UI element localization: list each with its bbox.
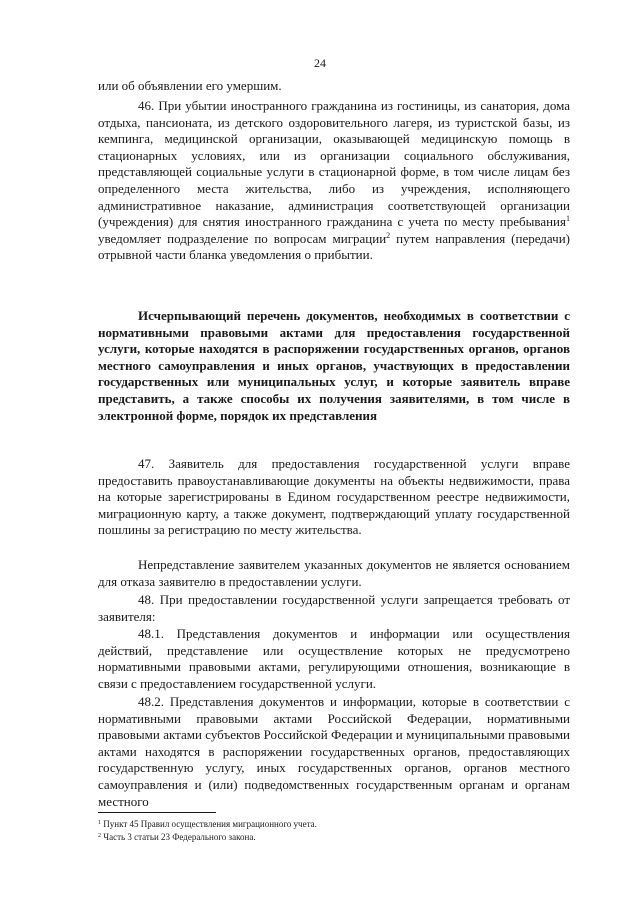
paragraph-46-text: 46. При убытии иностранного гражданина из гостиницы, из санатория, дома отдыха, пансионата, из детского оздоровительного лагеря, из туристской базы, из кемпинга, медицинской организации, оказывающей медицинскую помощь в стационарных условиях, или из организации социального обслуживания, представляющей социальные услуги в стационарной форме, в том числе лицам без определенного места жительства, либо из учреждения, исполняющего административное наказание, администрация соответствующей организации (учреждения) для снятия иностранного гражданина с учета по месту пребывания — [98, 98, 570, 230]
footnote-ref-2: 2 — [386, 230, 391, 240]
paragraph-48-1: 48.1. Представления документов и информации или осуществления действий, представление или осуществление которых не предусмотрено нормативными правовыми актами, регулирующими отношения, возникающие в связи с предоставлением государственной услуги. — [98, 626, 570, 691]
section-heading: Исчерпывающий перечень документов, необходимых в соответствии с нормативными правовыми актами для предоставления государственной услуги, которые находятся в распоряжении государственных органов, органов местного самоуправления и иных органов, участвующих в предоставлении государственных или муниципальных услуг, и которые заявитель вправе представить, а также способы их получения заявителями, в том числе в электронной форме, порядок их представления — [98, 308, 570, 423]
paragraph-46 — [98, 98, 570, 264]
paragraph-48: 48. При предоставлении государственной услуги запрещается требовать от заявителя: — [98, 592, 570, 624]
footnote-1 — [98, 818, 570, 830]
footnote-separator — [98, 812, 216, 813]
paragraph-continuation: или об объявлении его умершим. — [98, 78, 282, 93]
footnote-1-mark: 1 — [98, 820, 101, 826]
footnote-ref-1: 1 — [566, 214, 570, 224]
page-number: 24 — [314, 56, 326, 70]
paragraph-47: 47. Заявитель для предоставления государственной услуги вправе предоставить правоустанавливающие документы на объекты недвижимости, права на которые зарегистрированы в Едином государственном реестре недвижимости, миграционную карту, а также документ, подтверждающий уплату государственной пошлины за регистрацию по месту жительства. — [98, 456, 570, 538]
footnote-2-text: Часть 3 статьи 23 Федерального закона. — [103, 832, 256, 842]
paragraph-47-note: Непредставление заявителем указанных документов не является основанием для отказа заявителю в предоставлении услуги. — [98, 557, 570, 589]
paragraph-46-end: путем направления (передачи) отрывной части бланка уведомления о прибытии. — [98, 230, 570, 263]
footnote-1-text: Пункт 45 Правил осуществления миграционного учета. — [103, 819, 317, 829]
paragraph-48-2: 48.2. Представления документов и информации, которые в соответствии с нормативными правовыми актами Российской Федерации, нормативными правовыми актами субъектов Российской Федерации и муниципальными правовыми актами находятся в распоряжении государственных органов, предоставляющих государственную услугу, иных государственных органов, органов местного самоуправления и (или) подведомственных государственным органам и органам местного — [98, 694, 570, 809]
footnote-2-mark: 2 — [98, 833, 101, 839]
footnote-2 — [98, 831, 570, 843]
paragraph-46-mid: уведомляет подразделение по вопросам миграции — [98, 230, 387, 246]
